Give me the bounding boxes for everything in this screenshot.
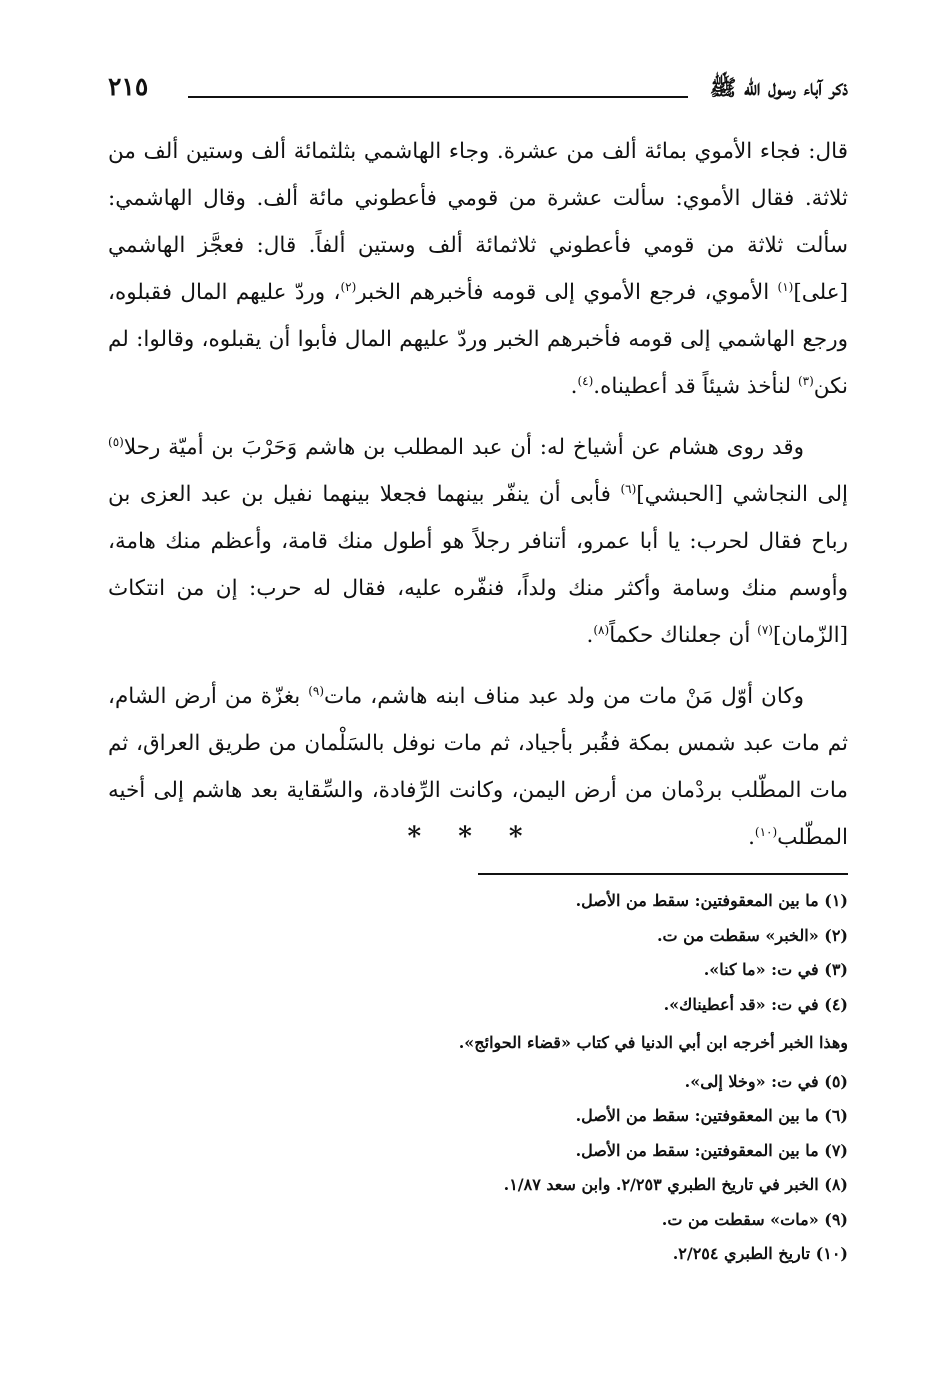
text-run: فأبى أن ينفّر بينهما فجعلا بينهما نفيل بن عبد العزى بن رباح فقال لحرب: يا أبا عمرو، أتنافر رجلاً هو أطول منك قامة، وأعظم منك هامة، وأوسم منك وسامة وأكثر منك ولداً، فنفّره عليه، فقال له حرب: إن من انتكاث [الزّمان] [108, 482, 848, 648]
footnote: (٨) الخبر في تاريخ الطبري ٢/٢٥٣. وابن سعد ١/٨٧. [503, 1175, 848, 1194]
main-text [108, 128, 848, 875]
footnote-ref: (٨) [593, 622, 610, 637]
text-run: . [570, 374, 578, 399]
footnote-ref: (٧) [757, 622, 773, 637]
footnotes [88, 884, 848, 1272]
running-header [108, 74, 848, 114]
footnote-ref: (٣) [797, 373, 814, 388]
footnote: (٣) في ت: «ما كنا». [703, 960, 848, 979]
footnote-ref: (٢) [340, 279, 357, 294]
text-run: إلى النجاشي [الحبشي] [636, 482, 848, 507]
text-run: قال: فجاء الأموي بمائة ألف من عشرة. وجاء الهاشمي بثلثمائة ألف وستين ألف من ثلاثة. فقال الأموي: سألت عشرة من قومي فأعطوني مائة ألف. وقال الهاشمي: سألت ثلاثة من قومي فأعطوني ثلاثمائة ألف وستين ألفاً. قال: فعجَّز الهاشمي [على] [108, 139, 848, 305]
footnote-ref: (٤) [577, 373, 594, 388]
footnote-ref: (٥) [108, 434, 124, 449]
footnote: (٦) ما بين المعقوفتين: سقط من الأصل. [575, 1106, 848, 1125]
footnote: (٧) ما بين المعقوفتين: سقط من الأصل. [575, 1140, 848, 1160]
text-run: بغزّة من أرض الشام، ثم مات عبد شمس بمكة فقُبر بأجياد، ثم مات نوفل بالسَلْمان من طريق العراق، ثم مات المطّلب بردْمان من أرض اليمن، وكانت الرِّفادة، والسِّقاية بعد هاشم إلى أخيه المطّلب [108, 684, 848, 850]
text-run: . [586, 623, 594, 648]
text-run: أن جعلناك حكماً [609, 623, 758, 648]
paragraph [108, 424, 848, 659]
text-run: . [748, 825, 755, 850]
footnote: (٩) «مات» سقطت من ت. [661, 1209, 848, 1229]
footnote: (١) ما بين المعقوفتين: سقط من الأصل. [575, 891, 848, 910]
paragraph [108, 128, 848, 410]
text-run: لنأخذ شيئاً قد أعطيناه. [593, 374, 798, 399]
text-run: الأموي، فرجع الأموي إلى قومه فأخبرهم الخبر [356, 280, 778, 305]
text-run: وقد روى هشام عن أشياخ له: أن عبد المطلب بن هاشم وَحَرْبَ بن أميّة رحلا [123, 435, 804, 460]
footnote: (٤) في ت: «قد أعطيناك». [663, 994, 848, 1014]
page-number: ٢١٥ [108, 72, 149, 101]
footnote: (١٠) تاريخ الطبري ٢/٢٥٤. [672, 1244, 848, 1263]
text-run: وكان أوّل مَنْ مات من ولد عبد مناف ابنه هاشم، مات [324, 684, 804, 709]
footnote-ref: (٦) [620, 481, 637, 496]
section-separator: * * * [407, 822, 537, 852]
header-rule [188, 96, 688, 98]
running-title: ذكر آباء رسول الله ﷺ [709, 75, 848, 101]
footnote-ref: (١) [777, 279, 794, 294]
footnote-ref: (١٠) [754, 824, 778, 839]
footnote: وهذا الخبر أخرجه ابن أبي الدنيا في كتاب «قضاء الحوائج». [458, 1033, 848, 1052]
footnote-ref: (٩) [308, 683, 325, 698]
footnote: (٥) في ت: «وخلا إلى». [684, 1071, 848, 1091]
text-run: ، وردّ عليهم المال فقبلوه، ورجع الهاشمي إلى قومه فأخبرهم الخبر وردّ عليهم المال فأبوا أن يقبلوه، وقالوا: لم نكن [108, 280, 848, 399]
footnote: (٢) «الخبر» سقطت من ت. [656, 925, 848, 945]
footnote-rule [478, 873, 848, 875]
